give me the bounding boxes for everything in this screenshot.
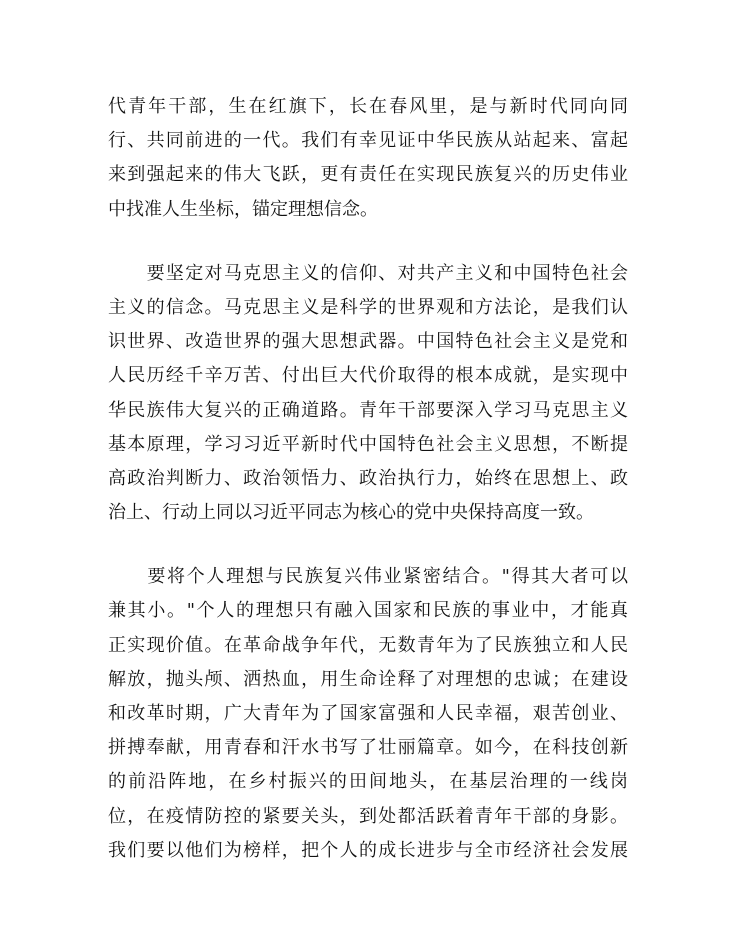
- text-line: 位，在疫情防控的紧要关头，到处都活跃着青年干部的身影。: [108, 805, 628, 827]
- text-line: 正实现价值。在革命战争年代，无数青年为了民族独立和人民: [108, 634, 628, 656]
- paragraph-2: [108, 257, 628, 531]
- paragraph-gap: [108, 530, 628, 560]
- text-line: 兼其小。"个人的理想只有融入国家和民族的事业中，才能真: [108, 600, 628, 622]
- text-line: 治上、行动上同以习近平同志为核心的党中央保持高度一致。: [108, 502, 594, 524]
- text-line: 识世界、改造世界的强大思想武器。中国特色社会主义是党和: [108, 331, 628, 353]
- document-body: [108, 90, 628, 868]
- text-line: 基本原理，学习习近平新时代中国特色社会主义思想，不断提: [108, 433, 628, 455]
- text-line: 中找准人生坐标，锚定理想信念。: [108, 198, 378, 220]
- text-line: 解放，抛头颅、洒热血，用生命诠释了对理想的忠诚；在建设: [108, 668, 628, 690]
- text-line: 来到强起来的伟大飞跃，更有责任在实现民族复兴的历史伟业: [108, 164, 628, 186]
- text-line: 的前沿阵地，在乡村振兴的田间地头，在基层治理的一线岗: [108, 771, 628, 793]
- text-line: 人民历经千辛万苦、付出巨大代价取得的根本成就，是实现中: [108, 365, 628, 387]
- text-line: 我们要以他们为榜样，把个人的成长进步与全市经济社会发展: [108, 839, 628, 861]
- text-line: 代青年干部，生在红旗下，长在春风里，是与新时代同向同: [108, 96, 628, 117]
- text-line: 高政治判断力、政治领悟力、政治执行力，始终在思想上、政: [108, 467, 628, 489]
- text-line: 拼搏奉献，用青春和汗水书写了壮丽篇章。如今，在科技创新: [108, 737, 628, 759]
- text-line: 要坚定对马克思主义的信仰、对共产主义和中国特色社会: [108, 262, 628, 284]
- text-line: 华民族伟大复兴的正确道路。青年干部要深入学习马克思主义: [108, 399, 628, 421]
- paragraph-gap: [108, 227, 628, 257]
- text-line: 主义的信念。马克思主义是科学的世界观和方法论，是我们认: [108, 296, 628, 318]
- paragraph-1: [108, 90, 628, 227]
- paragraph-3: [108, 560, 628, 868]
- text-line: 行、共同前进的一代。我们有幸见证中华民族从站起来、富起: [108, 130, 628, 152]
- text-line: 要将个人理想与民族复兴伟业紧密结合。"得其大者可以: [108, 566, 628, 588]
- text-line: 和改革时期，广大青年为了国家富强和人民幸福，艰苦创业、: [108, 703, 628, 724]
